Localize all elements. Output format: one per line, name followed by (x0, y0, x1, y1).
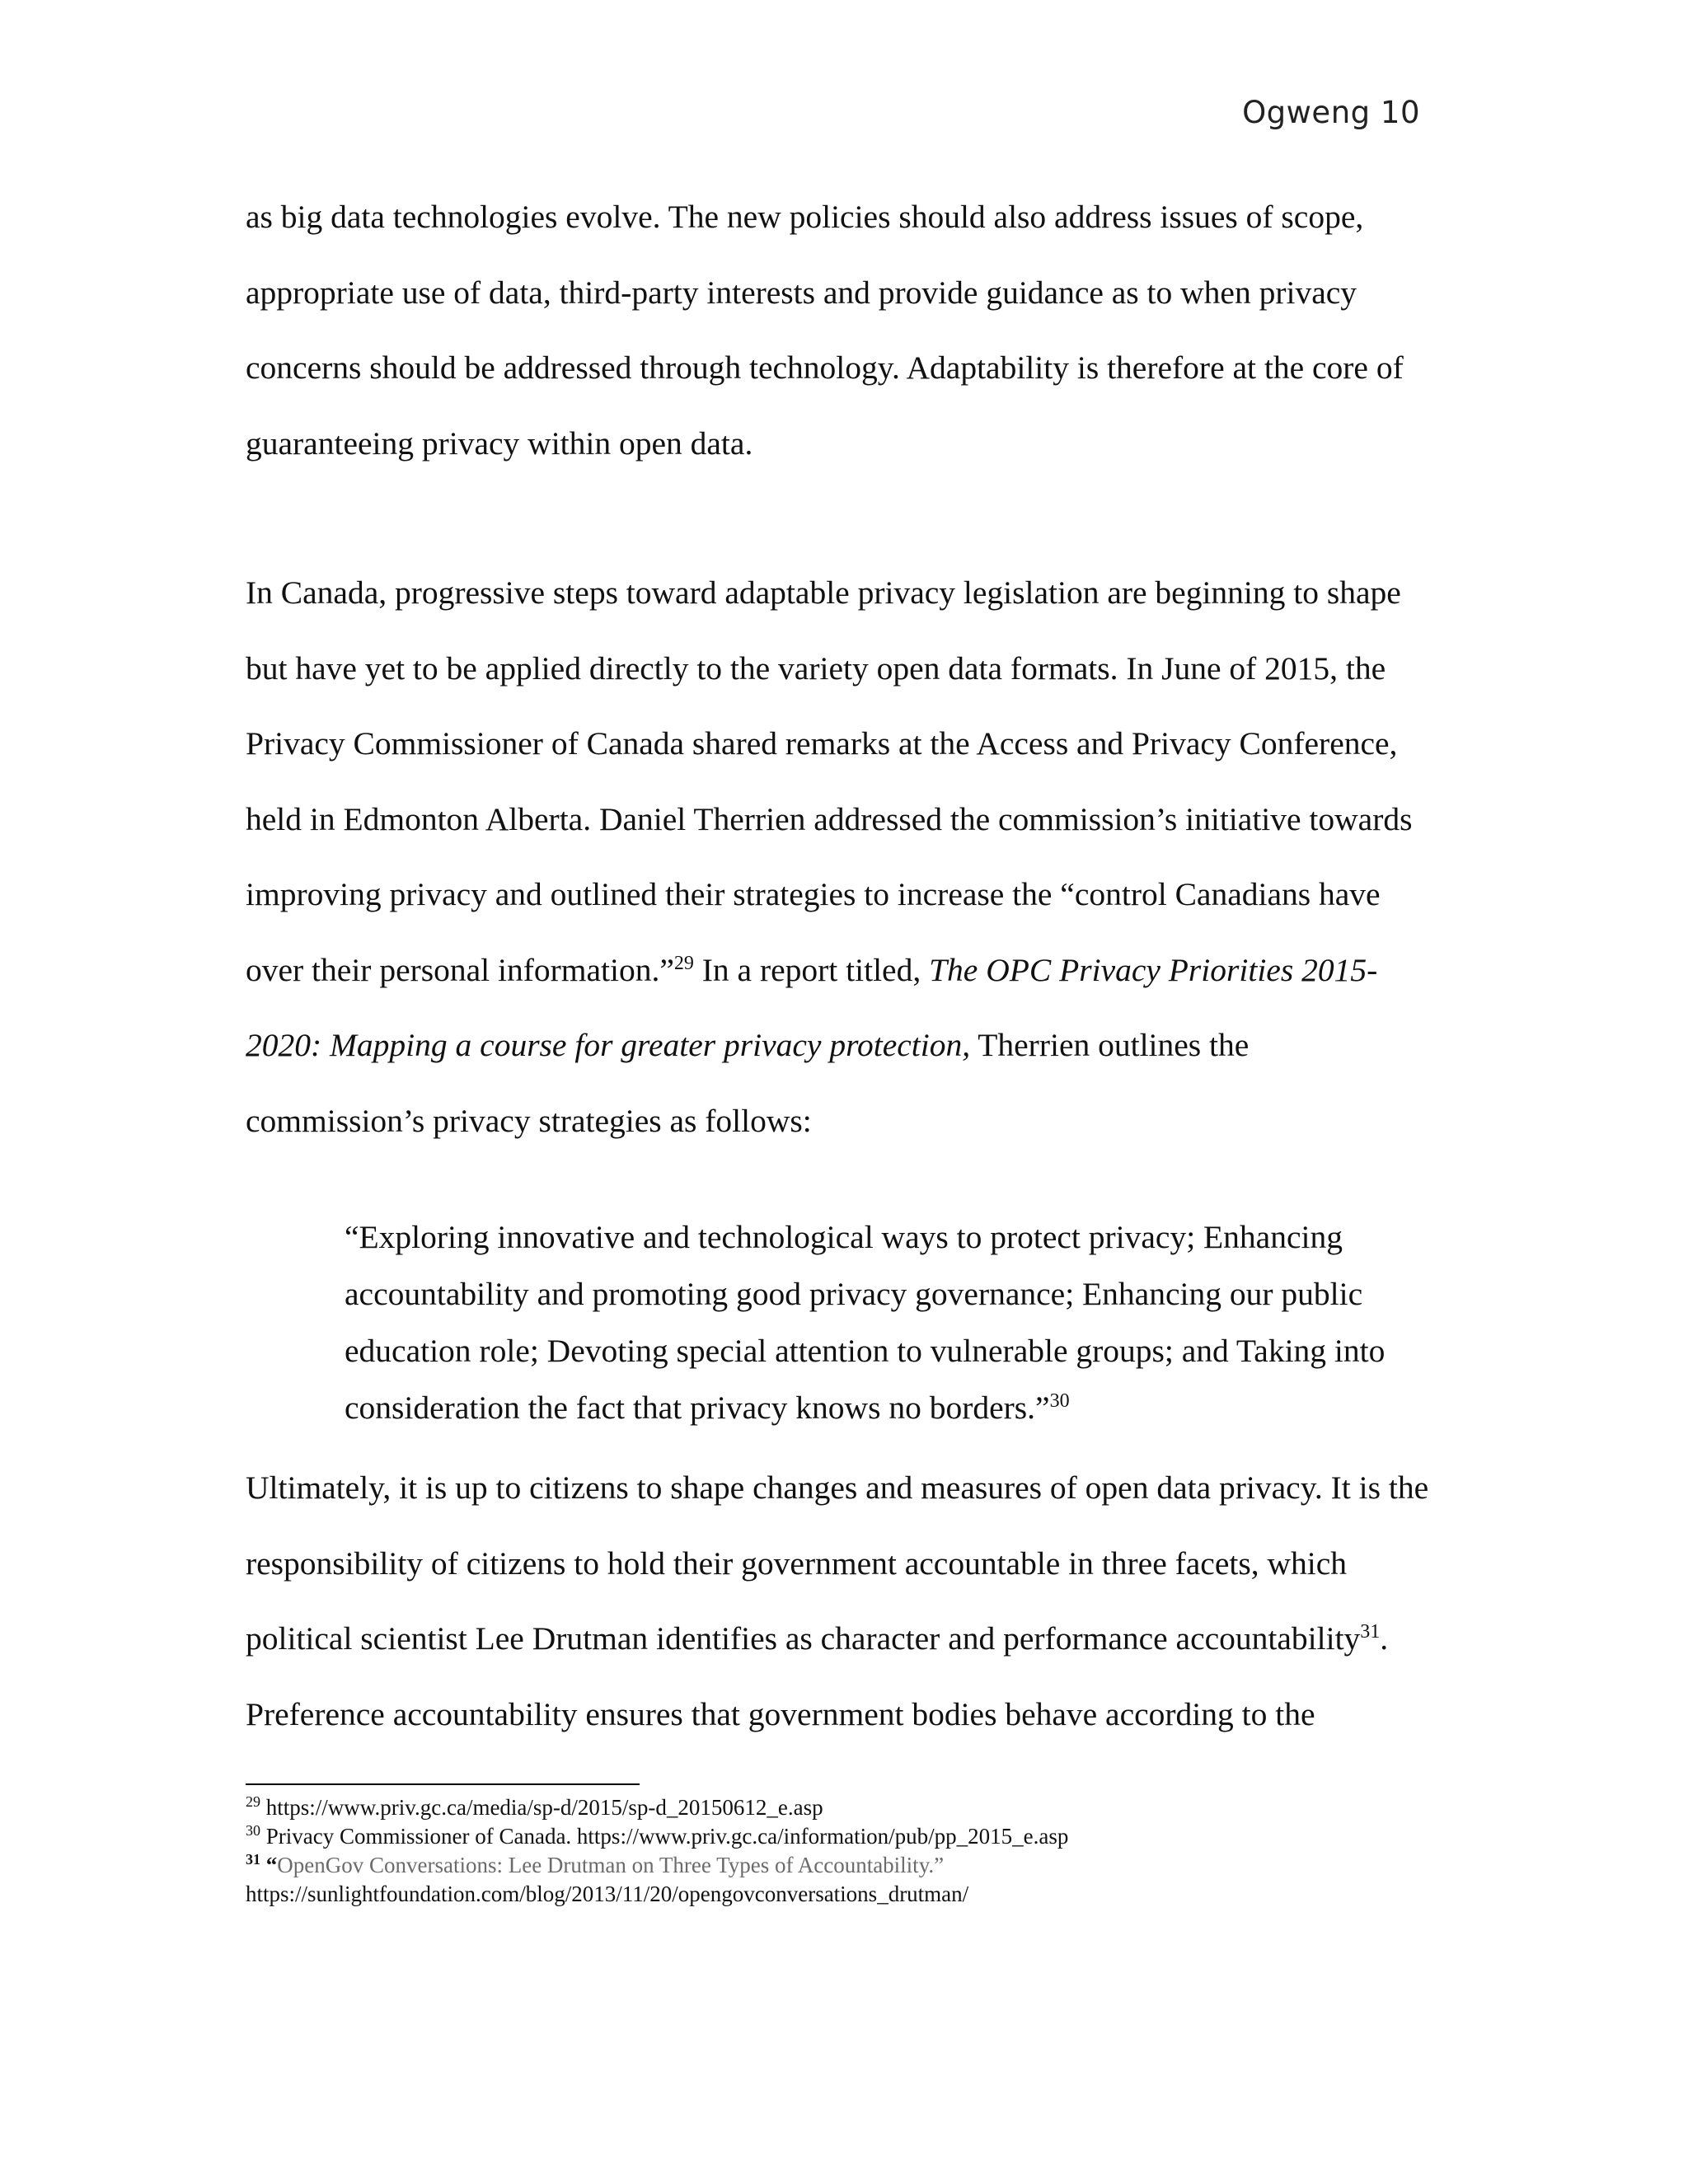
footnote-31-url[interactable]: https://sunlightfoundation.com/blog/2013/11/20/opengovconversations_drutman/ (246, 1882, 969, 1906)
block-quote-text: “Exploring innovative and technological ways to protect privacy; Enhancing accountability and promoting good privacy governance; Enhancing our public education role; Devoting special attention to vulnerable groups; and Taking into consideration the fact that privacy knows no borders.” (345, 1219, 1386, 1426)
paragraph-3-text-a: Ultimately, it is up to citizens to shape changes and measures of open data privacy. It is the responsibility of citizens to hold their government accountable in three facets, which political scientist Lee Drutman identifies as character and performance accountability (246, 1469, 1429, 1657)
paragraph-3-text-b: . Preference accountability ensures that government bodies behave according to the (246, 1620, 1389, 1732)
footnote-number: 30 (246, 1822, 260, 1839)
footnote-open-quote: “ (260, 1853, 278, 1877)
footnote-separator (246, 1783, 640, 1785)
page-header (1242, 95, 1420, 130)
paragraph-2 (246, 555, 1432, 1159)
footnote-ref-31[interactable]: 31 (1360, 1620, 1381, 1643)
paragraph-1: as big data technologies evolve. The new policies should also address issues of scope, appropriate use of data, third-party interests and provide guidance as to when privacy concerns should be addressed through technology. Adaptability is therefore at the core of guaranteeing privacy within open data. (246, 199, 1404, 462)
footnote-text[interactable]: Privacy Commissioner of Canada. https://www.priv.gc.ca/information/pub/pp_2015_e.asp (260, 1824, 1069, 1849)
footnote-31 (246, 1851, 1432, 1880)
paragraph-3 (246, 1451, 1432, 1752)
paragraph-2-text-a: In Canada, progressive steps toward adaptable privacy legislation are beginning to shape but have yet to be applied directly to the variety open data formats. In June of 2015, the Privacy Commissioner of Canada shared remarks at the Access and Privacy Conference, held in Edmonton Alberta. Daniel Therrien addressed the commission’s initiative towards improving privacy and outlined their strategies to increase the “control Canadians have over their personal information.” (246, 574, 1413, 988)
footnote-link[interactable]: https://www.priv.gc.ca/media/sp-d/2015/sp-d_20150612_e.asp (260, 1795, 823, 1820)
footnote-number: 29 (246, 1793, 260, 1810)
footnotes (246, 1793, 1432, 1909)
paragraph-2-text-b: In a report titled, (693, 951, 930, 988)
header-page-number: 10 (1380, 95, 1420, 130)
footnote-ref-29[interactable]: 29 (673, 952, 694, 974)
footnote-29 (246, 1793, 1432, 1822)
footnote-ref-30[interactable]: 30 (1049, 1390, 1070, 1412)
block-quote (345, 1209, 1416, 1436)
report-title: The OPC Privacy Priorities 2015-2020: Mapping a course for greater privacy protection, (246, 951, 1378, 1063)
footnote-number: 31 (246, 1851, 260, 1868)
paragraph-2-text-c: Therrien outlines the commission’s privacy strategies as follows: (246, 1027, 1250, 1139)
header-author: Ogweng (1242, 95, 1371, 130)
footnote-title: OpenGov Conversations: Lee Drutman on Three Types of Accountability.” (277, 1853, 945, 1877)
footnote-30 (246, 1822, 1432, 1851)
